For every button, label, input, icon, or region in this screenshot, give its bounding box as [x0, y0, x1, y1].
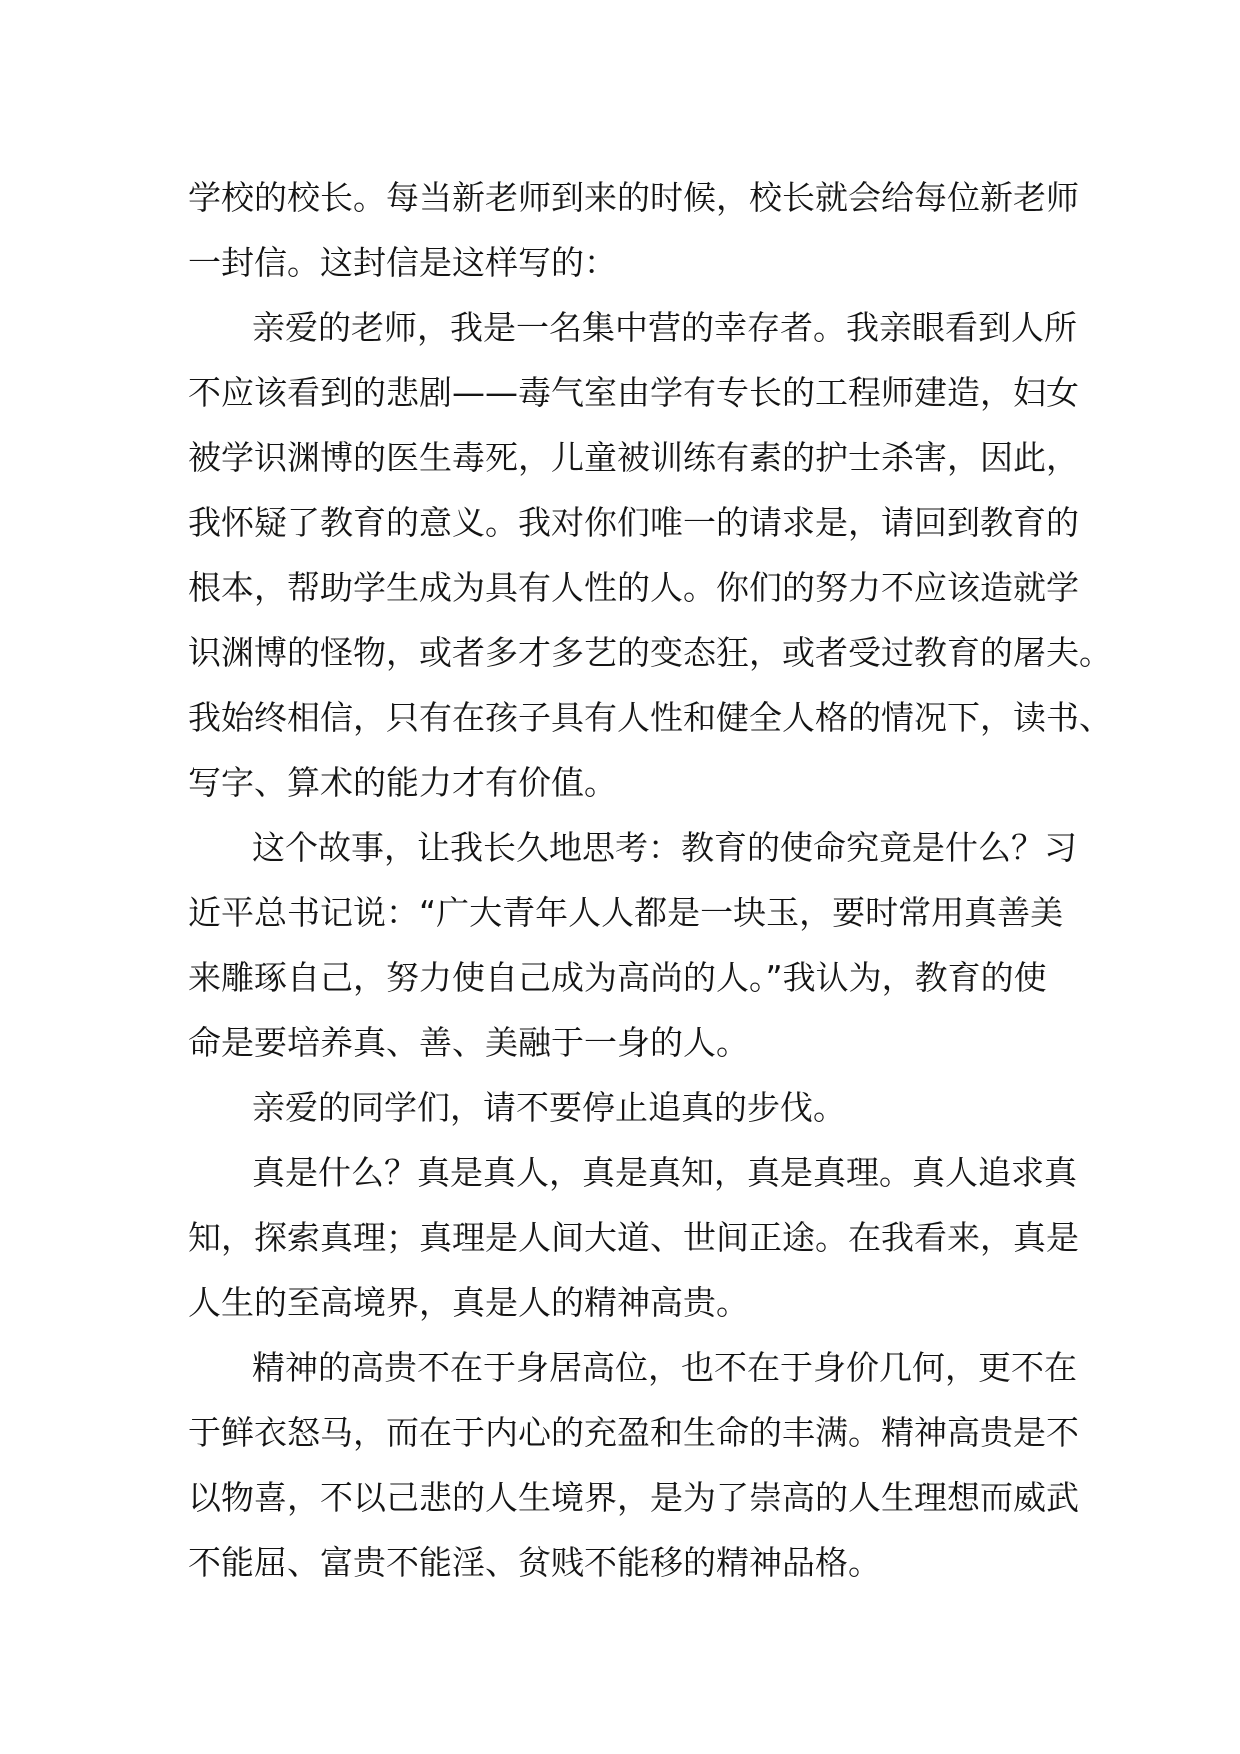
paragraph-start-line: 真是什么？真是真人，真是真知，真是真理。真人追求真 — [252, 1153, 1077, 1192]
text-line: 我怀疑了教育的意义。我对你们唯一的请求是，请回到教育的 — [188, 503, 1079, 542]
text-line: 人生的至高境界，真是人的精神高贵。 — [188, 1283, 749, 1322]
text-line: 来雕琢自己，努力使自己成为高尚的人。”我认为，教育的使 — [188, 958, 1047, 997]
paragraph-start-line: 这个故事，让我长久地思考：教育的使命究竟是什么？习 — [252, 828, 1077, 867]
text-line: 学校的校长。每当新老师到来的时候，校长就会给每位新老师 — [188, 178, 1079, 217]
text-line: 以物喜，不以己悲的人生境界，是为了崇高的人生理想而威武 — [188, 1478, 1079, 1517]
text-line: 不应该看到的悲剧——毒气室由学有专长的工程师建造，妇女 — [188, 373, 1079, 412]
text-line: 知，探索真理；真理是人间大道、世间正途。在我看来，真是 — [188, 1218, 1079, 1257]
text-line: 近平总书记说：“广大青年人人都是一块玉，要时常用真善美 — [188, 893, 1064, 932]
paragraph-start-line: 精神的高贵不在于身居高位，也不在于身价几何，更不在 — [252, 1348, 1077, 1387]
text-line: 写字、算术的能力才有价值。 — [188, 763, 617, 802]
text-line: 被学识渊博的医生毒死，儿童被训练有素的护士杀害，因此， — [188, 438, 1079, 477]
text-line: 我始终相信，只有在孩子具有人性和健全人格的情况下，读书、 — [188, 698, 1112, 737]
text-line: 于鲜衣怒马，而在于内心的充盈和生命的丰满。精神高贵是不 — [188, 1413, 1079, 1452]
document-body — [188, 165, 1112, 1595]
text-line: 根本，帮助学生成为具有人性的人。你们的努力不应该造就学 — [188, 568, 1079, 607]
paragraph-start-line: 亲爱的同学们，请不要停止追真的步伐。 — [252, 1088, 846, 1127]
text-line: 命是要培养真、善、美融于一身的人。 — [188, 1023, 749, 1062]
text-line: 不能屈、富贵不能淫、贫贱不能移的精神品格。 — [188, 1543, 881, 1582]
text-line: 一封信。这封信是这样写的： — [188, 243, 617, 282]
text-line: 识渊博的怪物，或者多才多艺的变态狂，或者受过教育的屠夫。 — [188, 633, 1112, 672]
paragraph-start-line: 亲爱的老师，我是一名集中营的幸存者。我亲眼看到人所 — [252, 308, 1077, 347]
